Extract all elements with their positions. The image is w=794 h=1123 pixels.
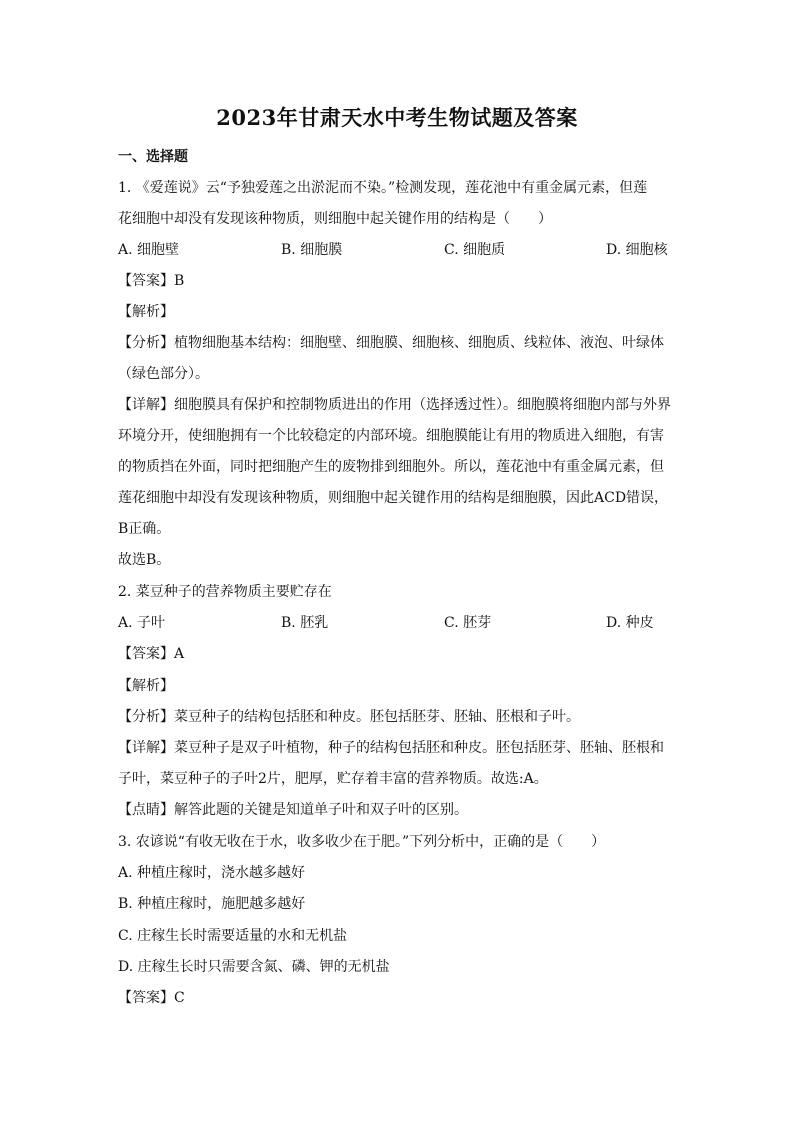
question-3-option-a: A. 种植庄稼时，浇水越多越好	[118, 865, 306, 881]
question-1-answer: 【答案】B	[118, 273, 185, 289]
question-1-detail-line-4: 莲花细胞中却没有发现该种物质，则细胞中起关键作用的结构是细胞膜，因此ACD错误，	[118, 490, 669, 506]
question-1-fenxi-line-1: 【分析】植物细胞基本结构：细胞壁、细胞膜、细胞核、细胞质、线粒体、液泡、叶绿体	[118, 335, 664, 351]
question-2-option-b: B. 胚乳	[281, 615, 329, 631]
question-3-option-d: D. 庄稼生长时只需要含氮、磷、钾的无机盐	[118, 959, 390, 975]
question-3-option-b: B. 种植庄稼时，施肥越多越好	[118, 896, 306, 912]
question-1-fenxi-line-2: （绿色部分）。	[118, 366, 209, 382]
question-1-stem-line-2: 花细胞中却没有发现该种物质，则细胞中起关键作用的结构是（ ）	[118, 211, 552, 227]
question-1-analysis-label: 【解析】	[118, 304, 174, 320]
question-2-analysis-label: 【解析】	[118, 678, 174, 694]
question-2-option-a: A. 子叶	[118, 615, 166, 631]
section-heading: 一、选择题	[118, 149, 188, 165]
question-1-option-b: B. 细胞膜	[281, 242, 343, 258]
question-1-choice: 故选B。	[118, 552, 171, 568]
question-1-option-c: C. 细胞质	[444, 242, 506, 258]
question-2-fenxi: 【分析】菜豆种子的结构包括胚和种皮。胚包括胚芽、胚轴、胚根和子叶。	[118, 709, 580, 725]
question-1-detail-line-2: 环境分开，使细胞拥有一个比较稳定的内部环境。细胞膜能让有用的物质进入细胞，有害	[118, 428, 664, 444]
question-3-answer: 【答案】C	[118, 990, 185, 1006]
question-1-detail-line-5: B正确。	[118, 521, 171, 537]
question-3-option-c: C. 庄稼生长时需要适量的水和无机盐	[118, 928, 348, 944]
question-1-detail-line-3: 的物质挡在外面，同时把细胞产生的废物排到细胞外。所以，莲花池中有重金属元素，但	[118, 459, 664, 475]
question-1-option-a: A. 细胞壁	[118, 242, 180, 258]
question-2-answer: 【答案】A	[118, 646, 185, 662]
question-1-stem-line-1: 1. 《爱莲说》云“予独爱莲之出淤泥而不染。”检测发现，莲花池中有重金属元素，但莲	[118, 180, 648, 196]
question-2-detail-line-2: 子叶，菜豆种子的子叶2片，肥厚，贮存着丰富的营养物质。故选:A。	[118, 771, 548, 787]
question-2-option-d: D. 种皮	[606, 615, 654, 631]
question-2-detail-line-1: 【详解】菜豆种子是双子叶植物，种子的结构包括胚和种皮。胚包括胚芽、胚轴、胚根和	[118, 740, 664, 756]
question-2-dianjing: 【点睛】解答此题的关键是知道单子叶和双子叶的区别。	[118, 802, 468, 818]
question-3-stem: 3. 农谚说“有收无收在于水，收多收少在于肥。”下列分析中，正确的是（ ）	[118, 834, 606, 850]
question-2-stem: 2. 菜豆种子的营养物质主要贮存在	[118, 584, 332, 600]
page-title: 2023年甘肃天水中考生物试题及答案	[216, 105, 578, 130]
question-1-option-d: D. 细胞核	[606, 242, 668, 258]
question-2-option-c: C. 胚芽	[444, 615, 492, 631]
question-1-detail-line-1: 【详解】细胞膜具有保护和控制物质进出的作用（选择透过性）。细胞膜将细胞内部与外界	[118, 397, 671, 413]
